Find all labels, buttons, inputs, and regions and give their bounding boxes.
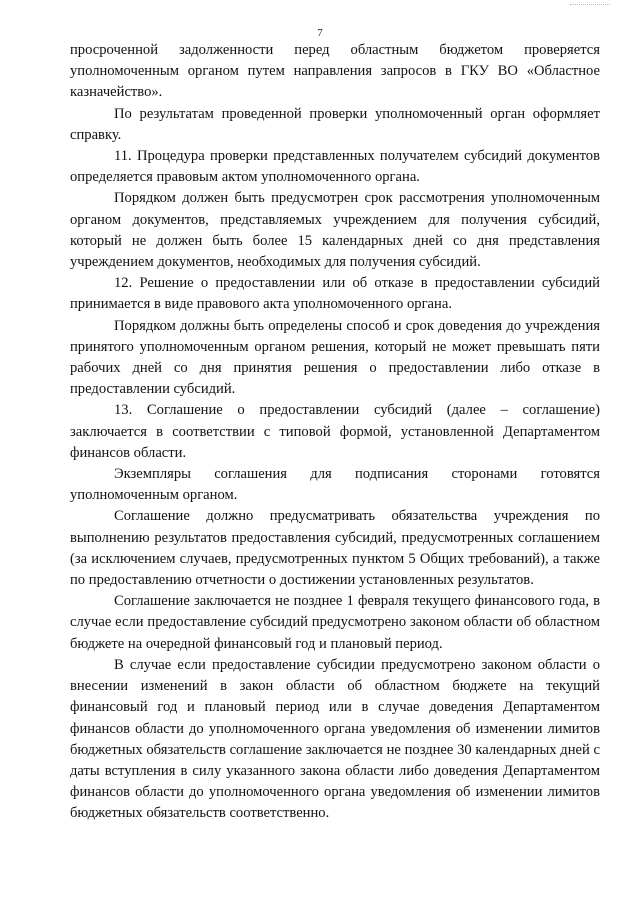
document-body	[70, 40, 600, 825]
paragraph-review-period: Порядком должен быть предусмотрен срок рассмотрения уполномоченным органом документов, представляемых учреждением для получения субсидий, который не должен быть более 15 календарных дней со дня представления учреждением документов, необходимых для получения субсидий.	[70, 190, 600, 271]
paragraph-agreement-amendment: В случае если предоставление субсидии предусмотрено законом области о внесении изменений в закон области об областном бюджете на текущий финансовый год и плановый период или в случае доведения Департаментом финансов области до уполномоченного органа уведомления об изменении лимитов бюджетных обязательств соглашение заключается не позднее 30 календарных дней с даты вступления в силу указанного закона области либо доведения Департаментом финансов области до уполномоченного органа уведомления об изменении лимитов бюджетных обязательств соответственно.	[70, 656, 600, 822]
paragraph-agreement-deadline: Соглашение заключается не позднее 1 февраля текущего финансового года, в случае если предоставление субсидий предусмотрено законом области об областном бюджете на очередной финансовый год и плановый период.	[70, 593, 600, 652]
paragraph-verification-certificate: По результатам проведенной проверки уполномоченный орган оформляет справку.	[70, 105, 600, 143]
paragraph-clause-12: 12. Решение о предоставлении или об отказе в предоставлении субсидий принимается в виде правового акта уполномоченного органа.	[70, 275, 600, 313]
scan-edge-mark	[570, 0, 610, 5]
page-number: 7	[317, 27, 323, 39]
paragraph-agreement-copies: Экземпляры соглашения для подписания сторонами готовятся уполномоченным органом.	[70, 466, 600, 504]
paragraph-continuation: просроченной задолженности перед областным бюджетом проверяется уполномоченным органом путем направления запросов в ГКУ ВО «Областное казначейство».	[70, 42, 600, 101]
paragraph-agreement-obligations: Соглашение должно предусматривать обязательства учреждения по выполнению результатов предоставления субсидий, предусмотренных соглашением (за исключением случаев, предусмотренных пунктом 5 Общих требований), а также по предоставлению отчетности о достижении установленных результатов.	[70, 508, 600, 589]
paragraph-clause-11: 11. Процедура проверки представленных получателем субсидий документов определяется правовым актом уполномоченного органа.	[70, 148, 600, 186]
paragraph-decision-delivery: Порядком должны быть определены способ и срок доведения до учреждения принятого уполномоченным органом решения, который не может превышать пяти рабочих дней со дня принятия решения о предоставлении либо отказе в предоставлении субсидий.	[70, 317, 600, 398]
paragraph-clause-13: 13. Соглашение о предоставлении субсидий (далее – соглашение) заключается в соответствии с типовой формой, установленной Департаментом финансов области.	[70, 402, 600, 461]
